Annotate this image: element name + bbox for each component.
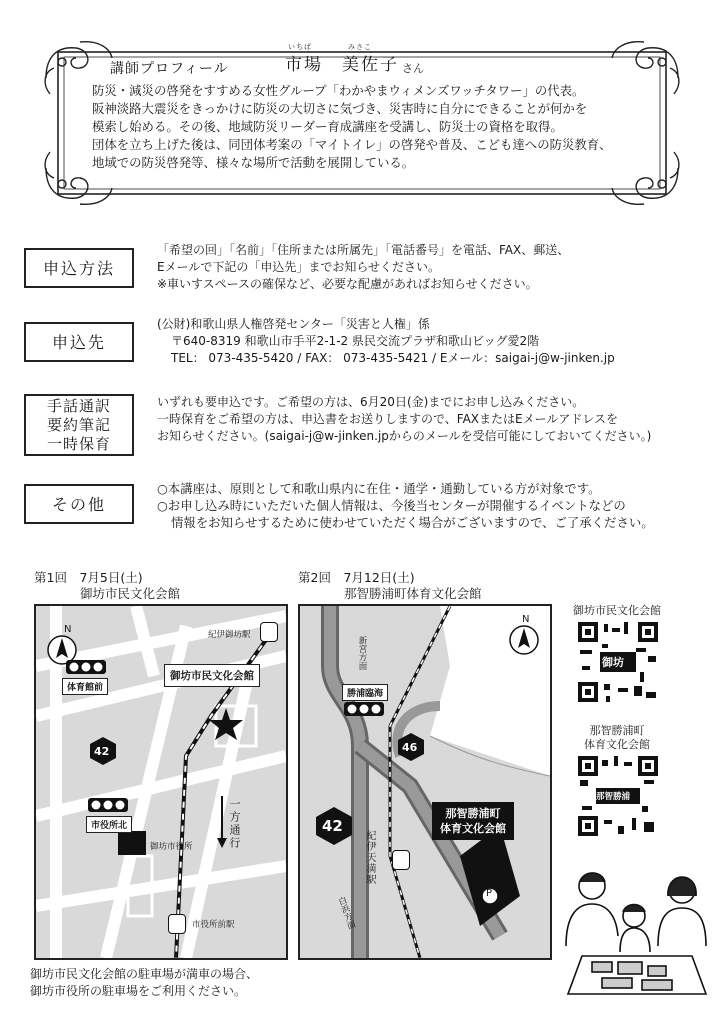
city-hall-label: 御坊市役所 xyxy=(150,842,193,852)
bio-line: 阪神淡路大震災をきっかけに防災の大切さに気づき、災害時に自分にできることが何かを xyxy=(92,101,588,116)
support-label-line: 手話通訳 xyxy=(46,396,111,415)
map1-title xyxy=(34,570,180,602)
lecturer-name: 市場 美佐子 xyxy=(285,55,399,75)
bio-line: 防災・減災の啓発をすすめる女性グループ「わかやまウィメンズワッチタワー」の代表。 xyxy=(92,83,585,98)
direction-label-shirahama: 白浜方面 xyxy=(335,895,357,931)
traffic-signal-icon xyxy=(344,702,384,716)
support-row xyxy=(24,392,714,458)
apply-to-label: 申込先 xyxy=(24,322,134,362)
qr2-label-line: 体育文化会館 xyxy=(584,738,650,751)
map1-date: 第1回 7月5日(土) xyxy=(34,570,143,585)
train-station-icon xyxy=(260,622,278,642)
bio-line: 地域での防災啓発等、様々な場所で活動を展開している。 xyxy=(92,155,415,170)
text-line: Eメールで下記の「申込先」までお知らせください。 xyxy=(157,260,440,274)
route-46-label: 46 xyxy=(402,741,418,754)
qr1-center-label: 御坊 xyxy=(602,656,624,669)
text-line: いずれも要申込です。ご希望の方は、6月20日(金)までにお申し込みください。 xyxy=(157,395,585,409)
other-row xyxy=(24,478,714,538)
traffic-signal-icon xyxy=(66,660,106,674)
apply-method-label: 申込方法 xyxy=(24,248,134,288)
qr2-label xyxy=(562,724,672,752)
text-line: 一時保育をご希望の方は、申込書をお送りしますので、FAXまたはEメールアドレスを xyxy=(157,412,618,426)
support-label-line: 一時保育 xyxy=(46,434,111,453)
other-text xyxy=(157,480,654,531)
bio-line: 団体を立ち上げた後は、同団体考案の「マイトイレ」の啓発や普及、こども達への防災教育、 xyxy=(92,137,612,152)
traffic-signal-icon xyxy=(88,798,128,812)
map2-date: 第2回 7月12日(土) xyxy=(298,570,415,585)
route-42-label: 42 xyxy=(322,817,343,835)
one-way-label: 一方通行 xyxy=(228,798,241,850)
text-line: お知らせください。(saigai-j@w-jinken.jpからのメールを受信可能にしておいてください。) xyxy=(157,429,652,443)
route-42-label: 42 xyxy=(94,745,110,758)
apply-method-text xyxy=(157,242,569,293)
other-label: その他 xyxy=(24,484,134,524)
honorific: さん xyxy=(402,62,424,75)
support-label xyxy=(24,394,134,456)
text-line: ○お申し込み時にいただいた個人情報は、今後当センターが開催するイベントなどの xyxy=(157,498,626,513)
family-studying-map-illustration xyxy=(562,866,710,996)
map2 xyxy=(298,604,552,960)
signal-label-shiyakushokita: 市役所北 xyxy=(86,816,132,833)
text-line: 〒640-8319 和歌山市手平2-1-2 県民交流プラザ和歌山ビッグ愛2階 xyxy=(171,334,540,348)
bio-line: 模索し始める。その後、地域防災リーダー育成講座を受講し、防災士の資格を取得。 xyxy=(92,119,563,134)
note-line: 御坊市民文化会館の駐車場が満車の場合、 xyxy=(30,967,259,981)
venue-label-gobo: 御坊市民文化会館 xyxy=(164,664,260,687)
parking-note xyxy=(30,966,258,1000)
map2-venue-name: 那智勝浦町体育文化会館 xyxy=(344,586,482,601)
text-line: (公財)和歌山県人権啓発センター「災害と人権」係 xyxy=(157,317,430,331)
signal-label-taiikukanmae: 体育館前 xyxy=(62,678,108,695)
map1 xyxy=(34,604,288,960)
train-station-icon xyxy=(168,914,186,934)
text-line: TEL： 073-435-5420 / FAX： 073-435-5421 / Eメール：saigai-j@w-jinken.jp xyxy=(171,351,615,365)
profile-bio xyxy=(92,82,652,172)
compass-icon xyxy=(508,624,540,656)
text-line: ○本講座は、原則として和歌山県内に在住・通学・通勤している方が対象です。 xyxy=(157,481,601,496)
station-label-shiyakushomae: 市役所前駅 xyxy=(192,920,235,930)
apply-to-text xyxy=(157,316,615,367)
signal-label-katsuura-rinkai: 勝浦臨海 xyxy=(342,684,388,701)
qr1-label: 御坊市民文化会館 xyxy=(573,604,661,617)
support-label-line: 要約筆記 xyxy=(46,415,111,434)
compass-north-label: N xyxy=(522,614,530,625)
apply-method-row xyxy=(24,240,714,298)
name-ruby-given: みさこ xyxy=(348,43,372,51)
map2-title xyxy=(298,570,482,602)
qr2-center-label: 那智勝浦 xyxy=(596,792,631,802)
text-line: ※車いすスペースの確保など、必要な配慮があればお知らせください。 xyxy=(157,277,538,291)
train-station-icon xyxy=(392,850,410,870)
direction-label-shingu: 新宮方面 xyxy=(357,636,367,670)
apply-to-row xyxy=(24,316,714,374)
text-line: 情報をお知らせするために使わせていただく場合がございますので、ご了承ください。 xyxy=(171,515,654,530)
compass-north-label: N xyxy=(64,624,72,635)
venue-label-line: 体育文化会館 xyxy=(440,822,506,835)
qr2-label-line: 那智勝浦町 xyxy=(589,724,645,737)
name-ruby-family: いちば xyxy=(288,43,312,51)
parking-icon: P xyxy=(486,888,493,899)
venue-label-line: 那智勝浦町 xyxy=(445,807,501,820)
profile-heading: 講師プロフィール xyxy=(110,61,229,77)
note-line: 御坊市役所の駐車場をご利用ください。 xyxy=(30,984,247,998)
station-label-kiitenma: 紀伊天満駅 xyxy=(364,830,375,885)
map1-venue-name: 御坊市民文化会館 xyxy=(80,586,181,601)
text-line: 「希望の回」「名前」「住所または所属先」「電話番号」を電話、FAX、郵送、 xyxy=(157,243,570,257)
support-text xyxy=(157,394,651,445)
venue-label-nachikatsuura xyxy=(432,802,514,840)
station-label-kiigobo: 紀伊御坊駅 xyxy=(208,630,251,640)
